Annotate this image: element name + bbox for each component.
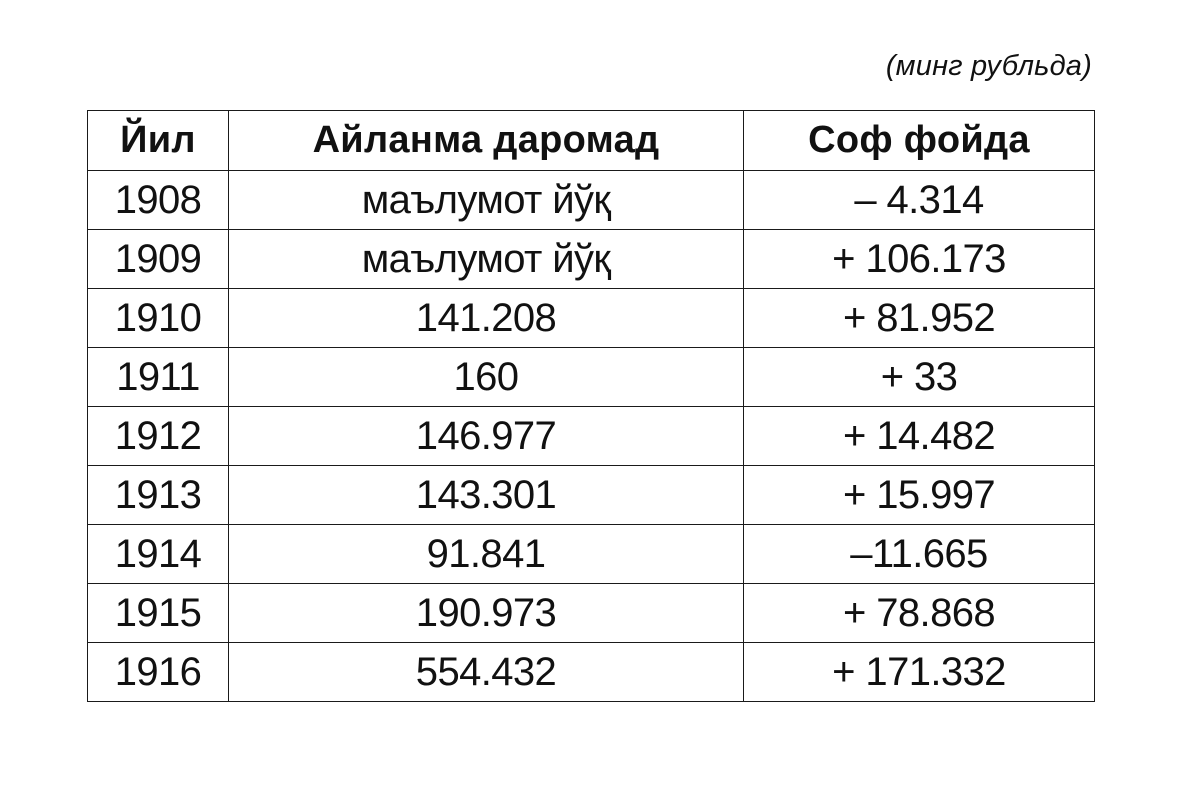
cell-net-profit: + 171.332 (744, 643, 1095, 702)
cell-year: 1910 (88, 289, 229, 348)
cell-year: 1908 (88, 171, 229, 230)
cell-year: 1911 (88, 348, 229, 407)
cell-revenue: 160 (229, 348, 744, 407)
header-row (88, 111, 1095, 171)
table-row (88, 230, 1095, 289)
header-net-profit: Соф фойда (744, 111, 1095, 171)
header-year: Йил (88, 111, 229, 171)
cell-revenue: 141.208 (229, 289, 744, 348)
cell-revenue: маълумот йўқ (229, 230, 744, 289)
cell-revenue: 91.841 (229, 525, 744, 584)
cell-revenue: 143.301 (229, 466, 744, 525)
cell-year: 1916 (88, 643, 229, 702)
cell-year: 1914 (88, 525, 229, 584)
cell-net-profit: + 78.868 (744, 584, 1095, 643)
cell-net-profit: –11.665 (744, 525, 1095, 584)
cell-revenue: 554.432 (229, 643, 744, 702)
financial-table (87, 110, 1095, 702)
table-row (88, 525, 1095, 584)
cell-year: 1913 (88, 466, 229, 525)
table-header (88, 111, 1095, 171)
cell-net-profit: – 4.314 (744, 171, 1095, 230)
cell-revenue: 146.977 (229, 407, 744, 466)
table-row (88, 348, 1095, 407)
table-row (88, 171, 1095, 230)
cell-year: 1912 (88, 407, 229, 466)
table-row (88, 407, 1095, 466)
unit-note: (минг рубльда) (885, 50, 1092, 82)
header-revenue: Айланма даромад (229, 111, 744, 171)
table-row (88, 289, 1095, 348)
cell-net-profit: + 14.482 (744, 407, 1095, 466)
cell-revenue: маълумот йўқ (229, 171, 744, 230)
table-row (88, 584, 1095, 643)
cell-year: 1915 (88, 584, 229, 643)
cell-net-profit: + 81.952 (744, 289, 1095, 348)
cell-year: 1909 (88, 230, 229, 289)
table-row (88, 643, 1095, 702)
cell-net-profit: + 33 (744, 348, 1095, 407)
table-body (88, 171, 1095, 702)
cell-net-profit: + 106.173 (744, 230, 1095, 289)
cell-revenue: 190.973 (229, 584, 744, 643)
table-row (88, 466, 1095, 525)
cell-net-profit: + 15.997 (744, 466, 1095, 525)
